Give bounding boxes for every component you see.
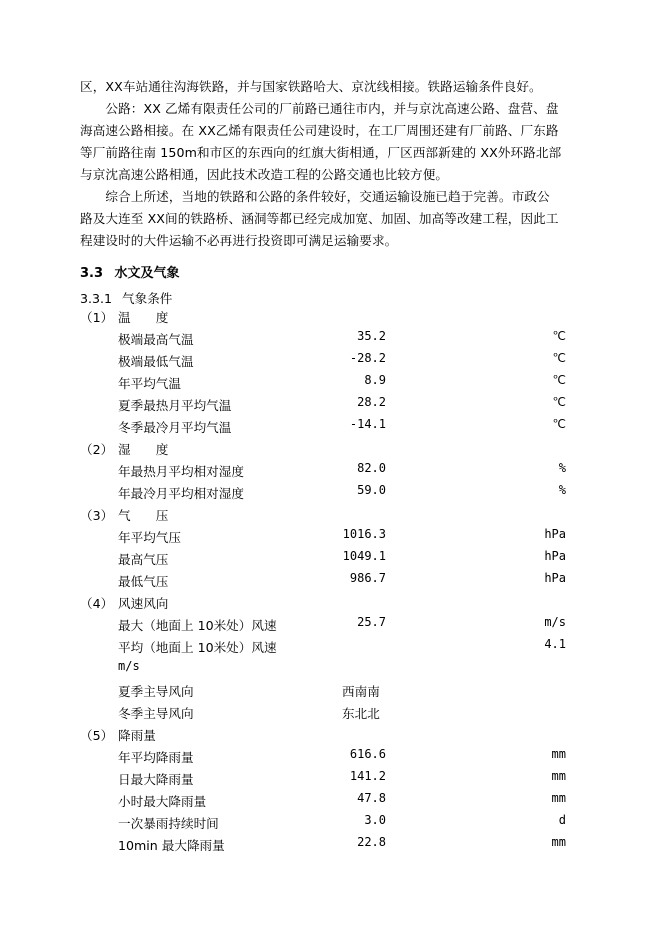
item-value: 1049.1 xyxy=(342,549,386,563)
item-label: 冬季主导风向 xyxy=(118,706,194,721)
item-label: 平均（地面上 10米处）风速 xyxy=(118,640,277,655)
item-unit: % xyxy=(558,483,566,497)
item-unit: mm xyxy=(551,791,566,805)
category-index: （5） xyxy=(80,728,114,743)
subsection-heading xyxy=(80,288,172,307)
item-unit: mm xyxy=(551,835,566,849)
category-rainfall xyxy=(80,725,156,747)
item-label: 年最冷月平均相对湿度 xyxy=(118,486,244,501)
item-value: 28.2 xyxy=(357,395,386,409)
item-unit: mm xyxy=(551,769,566,783)
data-row xyxy=(0,395,662,417)
item-label: 最低气压 xyxy=(118,574,169,589)
item-value: 616.6 xyxy=(349,747,386,761)
paragraph-line: 海高速公路相接。在 XX乙烯有限责任公司建设时，在工厂周围还建有厂前路、厂东路 xyxy=(80,123,559,138)
data-row xyxy=(0,351,662,373)
item-unit: hPa xyxy=(544,527,566,541)
item-unit: ℃ xyxy=(552,373,566,387)
data-row xyxy=(0,747,662,769)
category-index: （3） xyxy=(80,508,114,523)
data-row xyxy=(0,571,662,593)
item-unit: m/s xyxy=(544,615,566,629)
item-unit: ℃ xyxy=(552,351,566,365)
item-label: 日最大降雨量 xyxy=(118,772,194,787)
item-label: 10min 最大降雨量 xyxy=(118,838,225,853)
item-label: 夏季最热月平均气温 xyxy=(118,398,232,413)
category-temperature xyxy=(80,307,168,329)
section-heading xyxy=(80,262,180,281)
data-row xyxy=(0,329,662,351)
paragraph-highway xyxy=(80,98,580,186)
item-value: 22.8 xyxy=(357,835,386,849)
data-row xyxy=(0,835,662,857)
item-label: 年最热月平均相对湿度 xyxy=(118,464,244,479)
item-label: 极端最低气温 xyxy=(118,354,194,369)
data-row xyxy=(0,417,662,439)
data-row xyxy=(0,681,662,703)
item-label: 年平均气温 xyxy=(118,376,181,391)
item-unit: ℃ xyxy=(552,395,566,409)
section-number: 3.3 xyxy=(80,266,104,281)
item-unit-wrapped: m/s xyxy=(118,659,140,673)
item-value: 59.0 xyxy=(357,483,386,497)
item-value: 47.8 xyxy=(357,791,386,805)
item-label: 冬季最冷月平均气温 xyxy=(118,420,232,435)
data-row xyxy=(0,527,662,549)
data-row xyxy=(0,769,662,791)
item-value: 东北北 xyxy=(342,706,380,721)
data-row xyxy=(0,637,662,659)
category-name: 气 压 xyxy=(118,508,169,523)
item-label: 极端最高气温 xyxy=(118,332,194,347)
subsection-title: 气象条件 xyxy=(122,291,173,306)
data-row xyxy=(0,461,662,483)
paragraph-summary xyxy=(80,186,580,252)
data-row xyxy=(0,615,662,637)
item-value: 25.7 xyxy=(357,615,386,629)
item-value: 西南南 xyxy=(342,684,380,699)
item-value: 3.0 xyxy=(364,813,386,827)
data-row xyxy=(0,483,662,505)
item-label: 年平均降雨量 xyxy=(118,750,194,765)
item-unit: hPa xyxy=(544,571,566,585)
category-name: 温 度 xyxy=(118,310,169,325)
item-value: 4.1 xyxy=(544,637,566,651)
item-value: 35.2 xyxy=(357,329,386,343)
paragraph-railway-end xyxy=(80,76,580,98)
item-value: -14.1 xyxy=(349,417,386,431)
item-unit: % xyxy=(558,461,566,475)
item-label: 夏季主导风向 xyxy=(118,684,194,699)
item-value: 986.7 xyxy=(349,571,386,585)
subsection-number: 3.3.1 xyxy=(80,291,113,306)
item-label: 最高气压 xyxy=(118,552,169,567)
data-row xyxy=(0,549,662,571)
category-humidity xyxy=(80,439,168,461)
item-value: -28.2 xyxy=(349,351,386,365)
category-wind xyxy=(80,593,168,615)
item-label: 小时最大降雨量 xyxy=(118,794,207,809)
item-value: 141.2 xyxy=(349,769,386,783)
category-name: 风速风向 xyxy=(118,596,169,611)
paragraph-line: 等厂前路往南 150m和市区的东西向的红旗大街相通，厂区西部新建的 XX外环路北部 xyxy=(80,145,562,160)
section-title: 水文及气象 xyxy=(114,266,180,281)
category-index: （2） xyxy=(80,442,114,457)
item-label: 年平均气压 xyxy=(118,530,181,545)
category-name: 降雨量 xyxy=(118,728,156,743)
data-row xyxy=(0,373,662,395)
paragraph-line: 综合上所述，当地的铁路和公路的条件较好，交通运输设施已趋于完善。市政公 xyxy=(80,189,550,204)
item-value: 82.0 xyxy=(357,461,386,475)
paragraph-line: 区，XX车站通往沟海铁路，并与国家铁路哈大、京沈线相接。铁路运输条件良好。 xyxy=(80,79,542,94)
paragraph-line: 与京沈高速公路相通，因此技术改造工程的公路交通也比较方便。 xyxy=(80,167,449,182)
item-value: 8.9 xyxy=(364,373,386,387)
data-row xyxy=(0,813,662,835)
category-index: （4） xyxy=(80,596,114,611)
item-value: 1016.3 xyxy=(342,527,386,541)
item-unit: ℃ xyxy=(552,417,566,431)
item-unit: ℃ xyxy=(552,329,566,343)
data-row xyxy=(0,703,662,725)
data-row-wrap xyxy=(0,659,662,681)
item-unit: hPa xyxy=(544,549,566,563)
data-row xyxy=(0,791,662,813)
paragraph-line: 程建设时的大件运输不必再进行投资即可满足运输要求。 xyxy=(80,233,398,248)
item-unit: mm xyxy=(551,747,566,761)
category-pressure xyxy=(80,505,168,527)
category-index: （1） xyxy=(80,310,114,325)
item-label: 最大（地面上 10米处）风速 xyxy=(118,618,277,633)
paragraph-line: 公路：XX 乙烯有限责任公司的厂前路已通往市内，并与京沈高速公路、盘营、盘 xyxy=(80,101,559,116)
paragraph-line: 路及大连至 XX间的铁路桥、涵洞等都已经完成加宽、加固、加高等改建工程，因此工 xyxy=(80,211,559,226)
item-label: 一次暴雨持续时间 xyxy=(118,816,219,831)
category-name: 湿 度 xyxy=(118,442,169,457)
item-unit: d xyxy=(558,813,566,827)
